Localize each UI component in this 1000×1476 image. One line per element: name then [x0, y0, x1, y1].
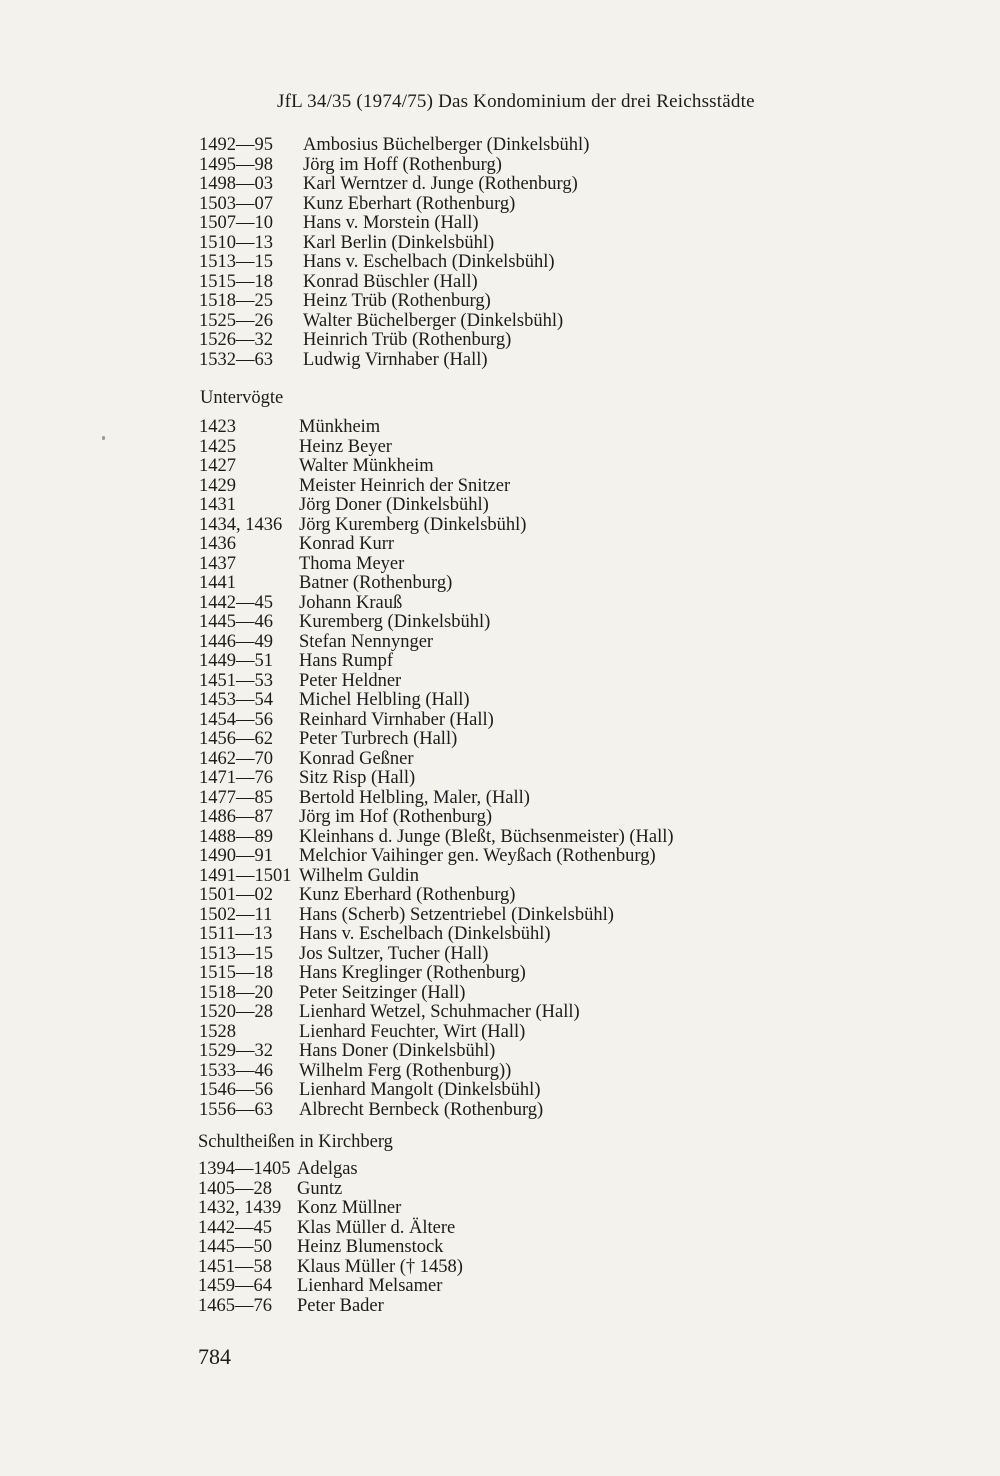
entry-years: 1477—85: [199, 787, 273, 808]
entry-years: 1526—32: [199, 330, 273, 350]
entry-years: 1502—11: [199, 904, 273, 925]
list-item: [0, 711, 1000, 731]
entry-years: 1492—95: [199, 135, 273, 155]
entry-name: Meister Heinrich der Snitzer: [299, 475, 511, 496]
entry-name: Heinz Blumenstock: [297, 1237, 444, 1257]
list-item: [0, 312, 1000, 332]
entry-years: 1490—91: [199, 846, 273, 866]
list-item: [0, 652, 1000, 672]
entry-years: 1529—32: [199, 1041, 273, 1061]
entry-name: Thoma Meyer: [299, 553, 405, 574]
list-item: [0, 906, 1000, 926]
entry-name: Hans v. Morstein (Hall): [303, 213, 479, 233]
entry-years: 1432, 1439: [198, 1198, 282, 1218]
running-header: JfL 34/35 (1974/75) Das Kondominium der drei Reichsstädte: [277, 91, 755, 112]
schultheissen-heading: Schultheißen in Kirchberg: [198, 1132, 393, 1152]
list-item: [0, 964, 1000, 984]
entry-years: 1528: [199, 1021, 236, 1042]
entry-years: 1456—62: [199, 729, 273, 749]
entry-years: 1556—63: [199, 1099, 273, 1120]
entry-years: 1495—98: [199, 154, 273, 175]
list-item: [0, 1062, 1000, 1082]
entry-name: Jörg im Hof (Rothenburg): [299, 807, 493, 827]
entry-years: 1423: [199, 417, 236, 437]
entry-years: 1515—18: [199, 271, 273, 292]
entry-years: 1451—53: [199, 670, 273, 691]
list-item: [0, 195, 1000, 215]
entry-name: Wilhelm Guldin: [299, 865, 420, 886]
entry-name: Adelgas: [297, 1159, 358, 1179]
entry-years: 1465—76: [198, 1295, 272, 1316]
entry-name: Konrad Kurr: [299, 534, 395, 554]
schultheissen-list: [0, 1160, 1000, 1316]
list-item: [0, 672, 1000, 692]
list-item: [0, 1023, 1000, 1043]
list-item: [0, 750, 1000, 770]
entry-name: Stefan Nennynger: [299, 631, 434, 652]
entry-name: Michel Helbling (Hall): [299, 690, 470, 710]
scan-speck: [102, 436, 105, 440]
list-item: [0, 273, 1000, 293]
entry-years: 1511—13: [199, 924, 273, 944]
entry-name: Walter Münkheim: [299, 456, 434, 476]
entry-name: Jörg im Hoff (Rothenburg): [303, 154, 502, 175]
entry-name: Ludwig Virnhaber (Hall): [303, 349, 488, 370]
entry-name: Johann Krauß: [299, 592, 403, 613]
entry-name: Sitz Risp (Hall): [299, 768, 416, 788]
entry-name: Kunz Eberhard (Rothenburg): [299, 885, 516, 905]
entry-name: Albrecht Bernbeck (Rothenburg): [299, 1099, 544, 1120]
entry-years: 1520—28: [199, 1002, 273, 1022]
entry-name: Heinz Beyer: [299, 436, 392, 457]
list-item: [0, 945, 1000, 965]
list-item: [0, 438, 1000, 458]
entry-years: 1445—50: [198, 1237, 272, 1257]
entry-name: Jörg Kuremberg (Dinkelsbühl): [299, 514, 527, 535]
entry-name: Kleinhans d. Junge (Bleßt, Büchsenmeister) (Hall): [299, 826, 674, 847]
entry-name: Hans v. Eschelbach (Dinkelsbühl): [303, 252, 555, 272]
list-item: [0, 1003, 1000, 1023]
list-item: [0, 351, 1000, 371]
entry-name: Peter Heldner: [299, 670, 402, 691]
entry-years: 1488—89: [199, 826, 273, 847]
entry-name: Konrad Büschler (Hall): [303, 271, 478, 292]
list-item: [0, 613, 1000, 633]
entry-years: 1507—10: [199, 213, 273, 233]
entry-years: 1513—15: [199, 943, 273, 964]
list-item: [0, 574, 1000, 594]
list-item: [0, 1042, 1000, 1062]
entry-years: 1515—18: [199, 963, 273, 983]
vogte-list: [0, 136, 1000, 370]
entry-years: 1532—63: [199, 349, 273, 370]
list-item: [0, 555, 1000, 575]
entry-name: Lienhard Mangolt (Dinkelsbühl): [299, 1080, 541, 1100]
entry-years: 1431: [199, 495, 236, 515]
entry-years: 1425: [199, 436, 236, 457]
list-item: [0, 867, 1000, 887]
entry-years: 1437: [199, 553, 236, 574]
list-item: [0, 214, 1000, 234]
entry-name: Konrad Geßner: [299, 748, 414, 769]
entry-name: Hans Rumpf: [299, 651, 394, 671]
entry-years: 1434, 1436: [199, 514, 283, 535]
entry-name: Lienhard Feuchter, Wirt (Hall): [299, 1021, 526, 1042]
list-item: [0, 1160, 1000, 1180]
untervoegte-list: [0, 418, 1000, 1120]
list-item: [0, 1081, 1000, 1101]
list-item: [0, 156, 1000, 176]
entry-years: 1525—26: [199, 310, 273, 331]
entry-name: Klaus Müller († 1458): [297, 1256, 463, 1277]
list-item: [0, 1258, 1000, 1278]
entry-name: Wilhelm Ferg (Rothenburg)): [299, 1060, 512, 1081]
list-item: [0, 1238, 1000, 1258]
entry-name: Münkheim: [299, 417, 381, 437]
entry-years: 1498—03: [199, 174, 273, 194]
list-item: [0, 292, 1000, 312]
entry-years: 1518—20: [199, 982, 273, 1003]
list-item: [0, 925, 1000, 945]
entry-years: 1510—13: [199, 232, 273, 253]
entry-name: Lienhard Melsamer: [297, 1276, 443, 1296]
entry-name: Lienhard Wetzel, Schuhmacher (Hall): [299, 1002, 580, 1022]
entry-name: Jörg Doner (Dinkelsbühl): [299, 495, 489, 515]
list-item: [0, 730, 1000, 750]
entry-name: Kuremberg (Dinkelsbühl): [299, 612, 491, 632]
entry-years: 1471—76: [199, 768, 273, 788]
list-item: [0, 516, 1000, 536]
entry-name: Guntz: [297, 1178, 343, 1199]
list-item: [0, 331, 1000, 351]
entry-name: Bertold Helbling, Maler, (Hall): [299, 787, 530, 808]
list-item: [0, 594, 1000, 614]
page-number: 784: [198, 1344, 231, 1369]
entry-name: Jos Sultzer, Tucher (Hall): [299, 943, 489, 964]
entry-years: 1533—46: [199, 1060, 273, 1081]
entry-name: Konz Müllner: [297, 1198, 402, 1218]
entry-years: 1513—15: [199, 252, 273, 272]
list-item: [0, 769, 1000, 789]
list-item: [0, 808, 1000, 828]
list-item: [0, 175, 1000, 195]
entry-years: 1436: [199, 534, 236, 554]
entry-name: Ambosius Büchelberger (Dinkelsbühl): [303, 135, 590, 155]
list-item: [0, 253, 1000, 273]
entry-name: Hans Doner (Dinkelsbühl): [299, 1041, 496, 1061]
list-item: [0, 1277, 1000, 1297]
list-item: [0, 234, 1000, 254]
list-item: [0, 691, 1000, 711]
entry-years: 1394—1405: [198, 1159, 291, 1179]
list-item: [0, 984, 1000, 1004]
entry-years: 1442—45: [199, 592, 273, 613]
entry-years: 1503—07: [199, 193, 273, 214]
entry-years: 1446—49: [199, 631, 273, 652]
entry-years: 1518—25: [199, 291, 273, 311]
entry-name: Karl Berlin (Dinkelsbühl): [303, 232, 495, 253]
entry-years: 1427: [199, 456, 236, 476]
entry-years: 1454—56: [199, 709, 273, 730]
list-item: [0, 477, 1000, 497]
entry-name: Hans Kreglinger (Rothenburg): [299, 963, 526, 983]
entry-years: 1501—02: [199, 885, 273, 905]
entry-years: 1442—45: [198, 1217, 272, 1238]
list-item: [0, 418, 1000, 438]
entry-name: Batner (Rothenburg): [299, 573, 453, 593]
entry-name: Hans (Scherb) Setzentriebel (Dinkelsbühl): [299, 904, 614, 925]
entry-name: Karl Werntzer d. Junge (Rothenburg): [303, 174, 578, 194]
entry-name: Melchior Vaihinger gen. Weyßach (Rothenburg): [299, 846, 656, 866]
entry-years: 1453—54: [199, 690, 273, 710]
entry-years: 1429: [199, 475, 236, 496]
list-item: [0, 1199, 1000, 1219]
entry-years: 1546—56: [199, 1080, 273, 1100]
list-item: [0, 136, 1000, 156]
entry-name: Klas Müller d. Ältere: [297, 1217, 456, 1238]
list-item: [0, 847, 1000, 867]
entry-years: 1462—70: [199, 748, 273, 769]
list-item: [0, 633, 1000, 653]
list-item: [0, 886, 1000, 906]
entry-years: 1491—1501: [199, 865, 292, 886]
list-item: [0, 1297, 1000, 1317]
entry-years: 1445—46: [199, 612, 273, 632]
untervoegte-heading: Untervögte: [200, 388, 284, 408]
entry-name: Kunz Eberhart (Rothenburg): [303, 193, 516, 214]
entry-name: Heinrich Trüb (Rothenburg): [303, 330, 512, 350]
entry-years: 1459—64: [198, 1276, 272, 1296]
entry-years: 1451—58: [198, 1256, 272, 1277]
entry-name: Hans v. Eschelbach (Dinkelsbühl): [299, 924, 551, 944]
entry-name: Peter Turbrech (Hall): [299, 729, 458, 749]
list-item: [0, 535, 1000, 555]
list-item: [0, 1101, 1000, 1121]
entry-name: Reinhard Virnhaber (Hall): [299, 709, 494, 730]
entry-name: Peter Seitzinger (Hall): [299, 982, 466, 1003]
list-item: [0, 457, 1000, 477]
list-item: [0, 828, 1000, 848]
entry-years: 1486—87: [199, 807, 273, 827]
entry-name: Heinz Trüb (Rothenburg): [303, 291, 491, 311]
list-item: [0, 1180, 1000, 1200]
entry-years: 1449—51: [199, 651, 273, 671]
entry-years: 1441: [199, 573, 236, 593]
list-item: [0, 496, 1000, 516]
entry-name: Peter Bader: [297, 1295, 384, 1316]
entry-years: 1405—28: [198, 1178, 272, 1199]
entry-name: Walter Büchelberger (Dinkelsbühl): [303, 310, 564, 331]
list-item: [0, 1219, 1000, 1239]
list-item: [0, 789, 1000, 809]
